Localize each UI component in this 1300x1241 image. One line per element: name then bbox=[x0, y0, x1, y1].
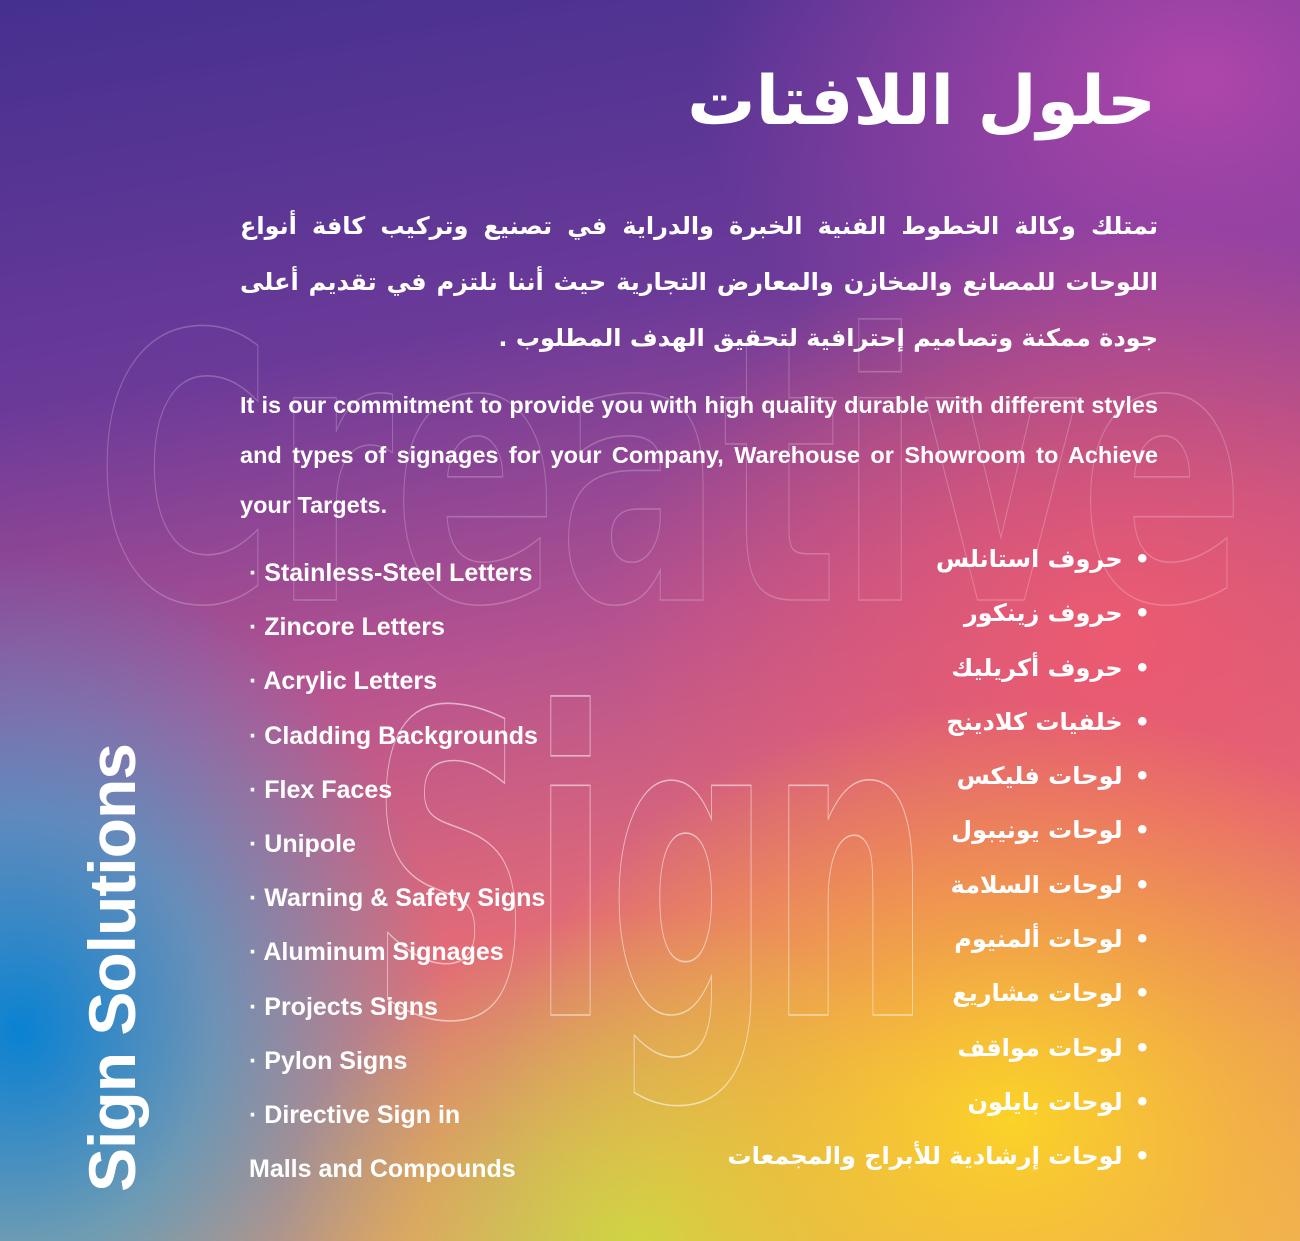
service-item-ar-label: لوحات إرشادية للأبراج والمجمعات bbox=[727, 1142, 1123, 1171]
bullet-icon: • bbox=[1134, 762, 1150, 791]
bullet-icon: • bbox=[1134, 707, 1150, 736]
bullet-icon: • bbox=[1134, 816, 1150, 845]
service-item-en: · Zincore Letters bbox=[249, 613, 445, 642]
service-item-en: · Directive Sign in bbox=[249, 1100, 461, 1129]
intro-paragraph-english: It is our commitment to provide you with high quality durable with different styles and types of signages for your Company, Warehouse or Showroom to Achieve your Targets. bbox=[240, 392, 1158, 518]
service-item-ar-label: لوحات بايلون bbox=[967, 1087, 1123, 1116]
bullet-icon: • bbox=[1134, 1087, 1150, 1116]
service-item-ar bbox=[590, 1129, 1150, 1183]
service-item-ar-label: لوحات مواقف bbox=[957, 1033, 1123, 1062]
service-item-ar-label: لوحات ألمنيوم bbox=[954, 925, 1123, 954]
bullet-icon: • bbox=[1134, 1142, 1150, 1171]
service-item-ar-label: لوحات يونيبول bbox=[951, 816, 1123, 845]
services-list-arabic bbox=[590, 532, 1150, 1184]
service-item-ar-label: لوحات مشاريع bbox=[952, 979, 1123, 1008]
outline-word-sign: Sign bbox=[370, 626, 930, 1115]
service-item-ar bbox=[590, 749, 1150, 803]
service-item-en: · Acrylic Letters bbox=[249, 667, 438, 696]
service-item-ar bbox=[590, 1075, 1150, 1129]
page-title-arabic: حلول اللافتات bbox=[687, 62, 1156, 141]
service-item-ar bbox=[590, 532, 1150, 586]
service-item-en: · Warning & Safety Signs bbox=[249, 884, 546, 913]
service-item-ar bbox=[590, 586, 1150, 640]
service-item-ar bbox=[590, 803, 1150, 857]
bullet-icon: • bbox=[1134, 1033, 1150, 1062]
service-item-ar bbox=[590, 912, 1150, 966]
service-item-en: · Pylon Signs bbox=[249, 1046, 408, 1075]
service-item-ar bbox=[590, 858, 1150, 912]
bullet-icon: • bbox=[1134, 979, 1150, 1008]
service-item-ar-label: لوحات فليكس bbox=[956, 762, 1123, 791]
service-item-en: · Projects Signs bbox=[249, 992, 438, 1021]
service-item-en: · Unipole bbox=[249, 829, 356, 858]
side-title-sign-solutions: Sign Solutions bbox=[75, 744, 149, 1192]
service-item-en: · Aluminum Signages bbox=[249, 938, 504, 967]
service-item-en: · Flex Faces bbox=[249, 775, 393, 804]
service-item-ar bbox=[590, 1021, 1150, 1075]
bullet-icon: • bbox=[1134, 925, 1150, 954]
outline-word-creative: Creative bbox=[95, 258, 1245, 688]
service-item-ar-label: حروف استانلس bbox=[935, 545, 1123, 573]
service-item-en: Malls and Compounds bbox=[249, 1155, 516, 1184]
bullet-icon: • bbox=[1134, 599, 1150, 628]
service-item-en: · Cladding Backgrounds bbox=[249, 721, 538, 750]
service-item-ar-label: خلفيات كلادينج bbox=[946, 707, 1123, 736]
service-item-ar bbox=[590, 641, 1150, 695]
bullet-icon: • bbox=[1134, 870, 1150, 899]
bullet-icon: • bbox=[1134, 545, 1150, 573]
service-item-ar-label: حروف أكريليك bbox=[951, 653, 1123, 682]
intro-paragraph-arabic: تمتلك وكالة الخطوط الفنية الخبرة والدراية في تصنيع وتركيب كافة أنواع اللوحات للمصانع والمخازن والمعارض التجارية حيث أننا نلتزم في تقديم أعلى جودة ممكنة وتصاميم إحترافية لتحقيق الهدف المطلوب . bbox=[240, 212, 1158, 352]
service-item-ar bbox=[590, 966, 1150, 1020]
service-item-ar-label: لوحات السلامة bbox=[950, 870, 1123, 899]
service-item-ar bbox=[590, 695, 1150, 749]
service-item-en: · Stainless-Steel Letters bbox=[249, 559, 533, 587]
bullet-icon: • bbox=[1134, 653, 1150, 682]
service-item-ar-label: حروف زينكور bbox=[963, 599, 1123, 628]
